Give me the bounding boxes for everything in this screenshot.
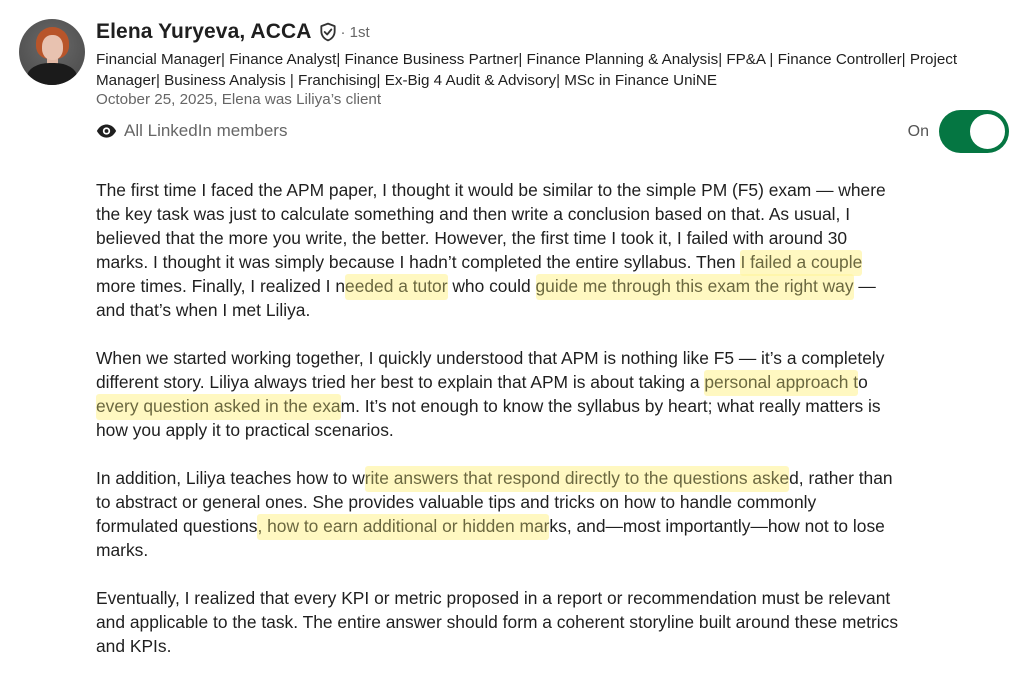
- text-line: [96, 586, 996, 610]
- recommendation-paragraph: [96, 466, 996, 562]
- visibility-setting: [96, 121, 287, 141]
- highlighted-text: , how to earn additional or hidden mar: [257, 514, 549, 540]
- text-line: [96, 250, 996, 274]
- toggle-label: On: [907, 122, 929, 140]
- text-line: [96, 490, 996, 514]
- text-segment: to abstract or general ones. She provides valuable tips and tricks on how to handle commonly: [96, 492, 817, 512]
- text-line: [96, 298, 996, 322]
- text-line: [96, 370, 996, 394]
- text-segment: and that’s when I met Liliya.: [96, 300, 311, 320]
- text-segment: different story. Liliya always tried her best to explain that APM is about taking a: [96, 372, 705, 392]
- text-line: [96, 178, 996, 202]
- text-segment: In addition, Liliya teaches how to w: [96, 468, 365, 488]
- text-segment: believed that the more you write, the better. However, the first time I took it, I failed with around 30: [96, 228, 848, 248]
- text-segment: o: [858, 372, 868, 392]
- visibility-toggle-group: [908, 110, 1009, 153]
- text-segment: the key task was just to calculate something and then write a conclusion based on that. As usual, I: [96, 204, 851, 224]
- text-line: [96, 418, 996, 442]
- text-segment: more times. Finally, I realized I n: [96, 276, 346, 296]
- profile-headline: [96, 49, 1011, 91]
- recommendation-paragraph: [96, 586, 996, 658]
- highlighted-text: guide me through this exam the right way: [536, 274, 854, 300]
- text-segment: d, rather than: [789, 468, 893, 488]
- text-line: [96, 634, 996, 658]
- highlighted-text: eeded a tutor: [345, 274, 448, 300]
- highlighted-text: every question asked in the exa: [96, 394, 341, 420]
- recommendation-meta: October 25, 2025, Elena was Liliya’s client: [96, 91, 382, 108]
- connection-degree: · 1st: [340, 23, 370, 41]
- toggle-knob: [970, 114, 1005, 149]
- text-segment: m. It’s not enough to know the syllabus by heart; what really matters is: [340, 396, 881, 416]
- text-segment: The first time I faced the APM paper, I thought it would be similar to the simple PM (F5) exam — where: [96, 180, 886, 200]
- text-line: [96, 202, 996, 226]
- text-segment: marks.: [96, 540, 149, 560]
- text-segment: —: [853, 276, 876, 296]
- text-line: [96, 538, 996, 562]
- text-segment: how you apply it to practical scenarios.: [96, 420, 394, 440]
- recommendation-paragraph: [96, 346, 996, 442]
- text-line: [96, 466, 996, 490]
- text-segment: Eventually, I realized that every KPI or metric proposed in a report or recommendation must be relevant: [96, 588, 891, 608]
- text-segment: marks. I thought it was simply because I hadn’t completed the entire syllabus. Then: [96, 252, 741, 272]
- text-line: [96, 274, 996, 298]
- text-line: [96, 226, 996, 250]
- avatar[interactable]: [19, 19, 85, 85]
- visibility-toggle[interactable]: [939, 110, 1009, 153]
- visibility-label: All LinkedIn members: [124, 121, 288, 140]
- recommendation-text: [96, 178, 996, 682]
- avatar-body: [27, 63, 77, 85]
- eye-icon: [96, 124, 117, 138]
- profile-name[interactable]: Elena Yuryeva, ACCA: [96, 20, 312, 43]
- avatar-face: [42, 35, 63, 60]
- text-segment: formulated questions: [96, 516, 258, 536]
- highlighted-text: I failed a couple: [740, 250, 862, 276]
- recommendation-paragraph: [96, 178, 996, 322]
- text-line: [96, 514, 996, 538]
- highlighted-text: personal approach t: [704, 370, 858, 396]
- text-segment: who could: [447, 276, 536, 296]
- text-line: [96, 394, 996, 418]
- text-segment: ks, and—most importantly—how not to lose: [549, 516, 885, 536]
- headline-line: Financial Manager| Finance Analyst| Finance Business Partner| Finance Planning & Analysis| FP&A | Finance Controller| Project: [96, 51, 958, 68]
- highlighted-text: rite answers that respond directly to the questions aske: [365, 466, 789, 492]
- name-row: [96, 20, 370, 44]
- shield-check-icon: [318, 21, 338, 43]
- text-segment: and KPIs.: [96, 636, 172, 656]
- text-segment: When we started working together, I quickly understood that APM is nothing like F5 — it’s a completely: [96, 348, 885, 368]
- text-line: [96, 610, 996, 634]
- headline-line: Manager| Business Analysis | Franchising| Ex-Big 4 Audit & Advisory| MSc in Finance UniNE: [96, 72, 718, 89]
- text-segment: and applicable to the task. The entire answer should form a coherent storyline built around these metrics: [96, 612, 899, 632]
- text-line: [96, 346, 996, 370]
